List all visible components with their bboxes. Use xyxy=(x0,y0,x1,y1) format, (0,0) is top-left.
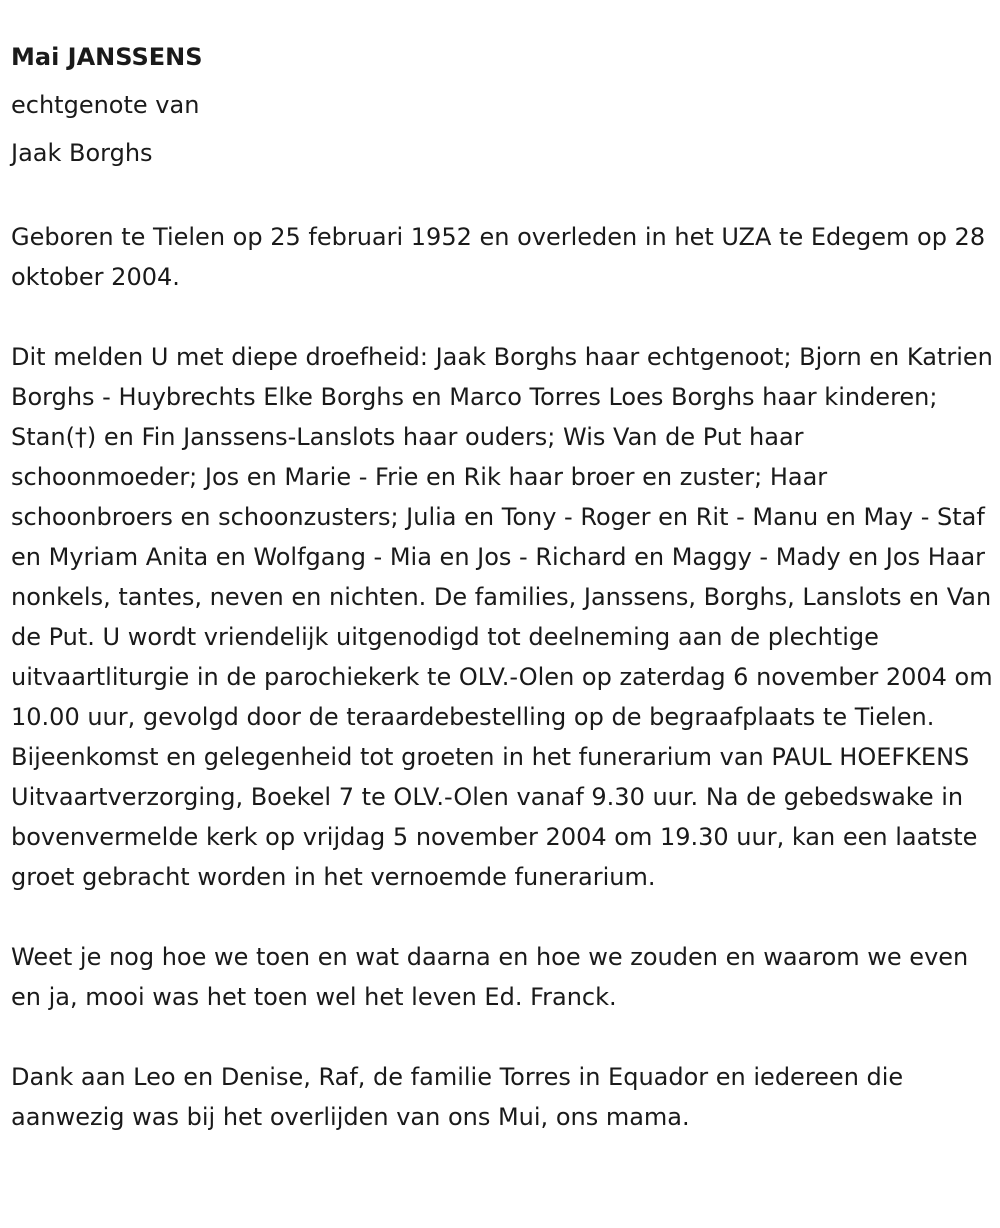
thanks-paragraph: Dank aan Leo en Denise, Raf, de familie Torres in Equador en iedereen die aanwezig was bij het overlijden van ons Mui, ons mama. xyxy=(11,1063,904,1131)
announcement-paragraph: Dit melden U met diepe droefheid: Jaak Borghs haar echtgenoot; Bjorn en Katrien Borghs - Huybrechts Elke Borghs en Marco Torres Loes Borghs haar kinderen; Stan(†) en Fin Janssens-Lanslots haar ouders; Wis Van de Put haar schoonmoeder; Jos en Marie - Frie en Rik haar broer en zuster; Haar schoonbroers en schoonzusters; Julia en Tony - Roger en Rit - Manu en May - Staf en Myriam Anita en Wolfgang - Mia en Jos - Richard en Maggy - Mady en Jos Haar nonkels, tantes, neven en nichten. De families, Janssens, Borghs, Lanslots en Van de Put. U wordt vriendelijk uitgenodigd tot deelneming aan de plechtige uitvaartliturgie in de parochiekerk te OLV.-Olen op zaterdag 6 november 2004 om 10.00 uur, gevolgd door de teraardebestelling op de begraafplaats te Tielen. Bijeenkomst en gelegenheid tot groeten in het funerarium van PAUL HOEFKENS Uitvaartverzorging, Boekel 7 te OLV.-Olen vanaf 9.30 uur. Na de gebedswake in bovenvermelde kerk op vrijdag 5 november 2004 om 19.30 uur, kan een laatste groet gebracht worden in het vernoemde funerarium. xyxy=(11,343,993,891)
deceased-name: Mai JANSSENS xyxy=(11,43,203,71)
spacer xyxy=(11,297,993,337)
spacer xyxy=(11,1017,993,1057)
relation-text: echtgenote van xyxy=(11,91,200,119)
quote-paragraph: Weet je nog hoe we toen en wat daarna en hoe we zouden en waarom we even en ja, mooi was het toen wel het leven Ed. Franck. xyxy=(11,943,969,1011)
spouse-name: Jaak Borghs xyxy=(11,139,153,167)
birth-death-paragraph: Geboren te Tielen op 25 februari 1952 en overleden in het UZA te Edegem op 28 oktober 2004. xyxy=(11,223,986,291)
spacer xyxy=(11,177,993,217)
spacer xyxy=(11,897,993,937)
obituary-document xyxy=(11,33,993,1137)
